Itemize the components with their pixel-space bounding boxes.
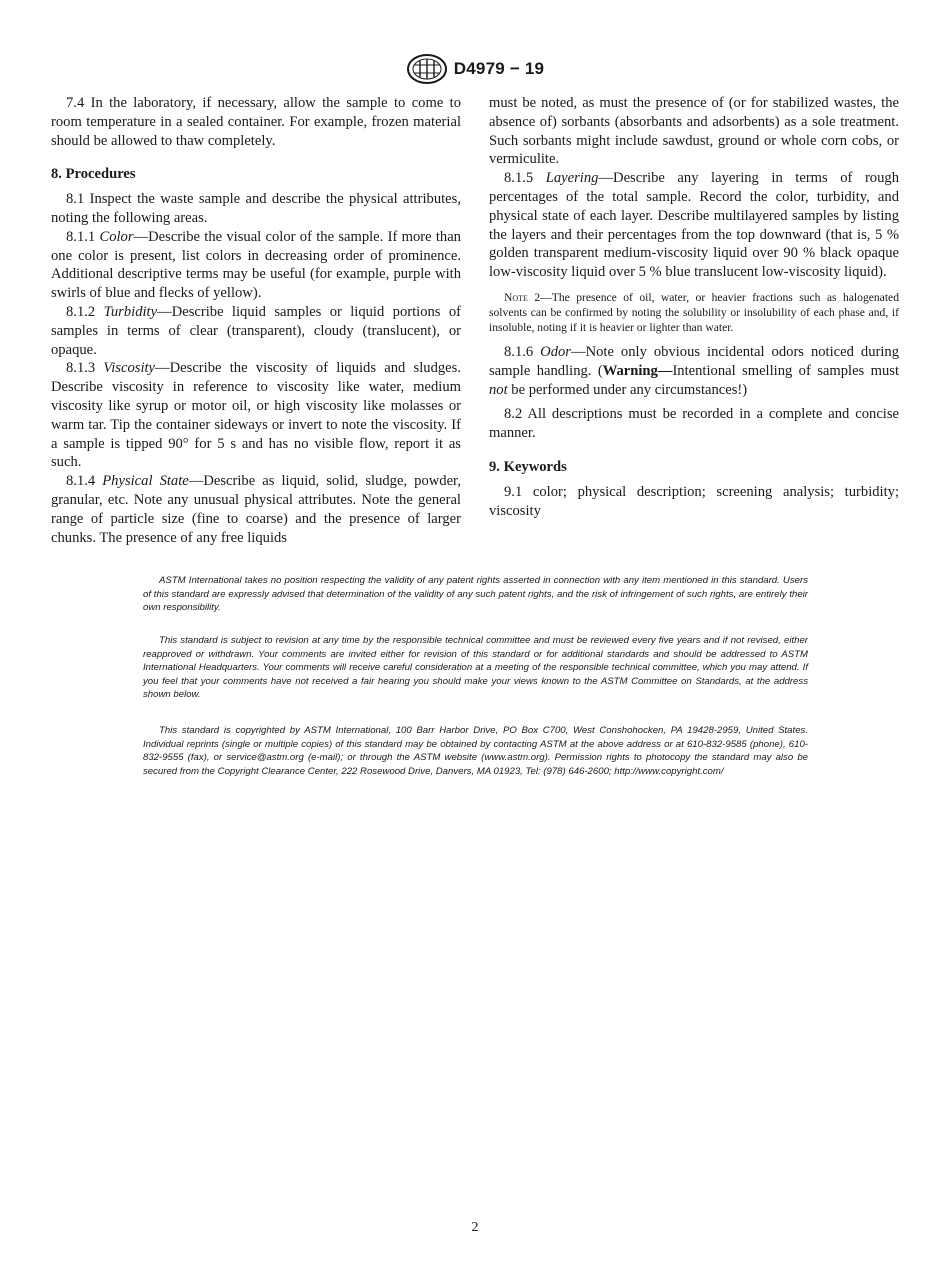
note-2: Note 2—The presence of oil, water, or heavier fractions such as halogenated solvents can be confirmed by noting the solubility or insolubility of each phase and, if insoluble, noting if it is heavier or lighter than water. — [489, 290, 899, 334]
paragraph-7-4: 7.4 In the laboratory, if necessary, allow the sample to come to room temperature in a sealed container. For example, frozen material should be allowed to thaw completely. — [51, 95, 461, 149]
paragraph-8-1-5: 8.1.5 Layering—Describe any layering in terms of rough percentages of the total sample. Record the color, turbidity, and physical state of each layer. Describe multilayered samples by listing the layers and their percentages from the top downward (that is, 5 % golden transparent medium-viscosity liquid over 90 % black opaque low-viscosity liquid over 5 % blue translucent low-viscosity liquid). — [489, 170, 899, 281]
patent-notice: ASTM International takes no position respecting the validity of any patent rights asserted in connection with any item mentioned in this standard. Users of this standard are expressly advised that determination of the validity of any such patent rights, and the risk of infringement of such rights, are entirely their own responsibility. — [143, 575, 808, 614]
paragraph-8-1-6: 8.1.6 Odor—Note only obvious incidental odors noticed during sample handling. (Warning—Intentional smelling of samples must not be performed under any circumstances!) — [489, 343, 900, 398]
copyright-notice: This standard is copyrighted by ASTM International, 100 Barr Harbor Drive, PO Box C700, West Conshohocken, PA 19428-2959, United States. Individual reprints (single or multiple copies) of this standard may be obtained by contacting ASTM at the above address or at 610-832-9585 (phone), 610-832-9555 (fax), or service@astm.org (e-mail); or through the ASTM website (www.astm.org). Permission rights to photocopy the standard may also be secured from the Copyright Clearance Center, 222 Rosewood Drive, Danvers, MA 01923, Tel: (978) 646-2600; http://www.copyright.com/ — [143, 725, 808, 777]
paragraph-9-1: 9.1 color; physical description; screening analysis; turbidity; viscosity — [489, 483, 900, 519]
page-header — [0, 52, 950, 86]
left-column — [51, 94, 461, 547]
paragraph-8-1-2: 8.1.2 Turbidity—Describe liquid samples or liquid portions of samples in terms of clear (transparent), cloudy (translucent), or opaque. — [51, 303, 462, 358]
revision-notice: This standard is subject to revision at any time by the responsible technical committee and must be reviewed every five years and if not revised, either reapproved or withdrawn. Your comments are invited either for revision of this standard or for additional standards and should be addressed to ASTM International Headquarters. Your comments will receive careful consideration at a meeting of the responsible technical committee, which you may attend. If you feel that your comments have not received a fair hearing you should make your views known to the ASTM Committee on Standards, at the address shown below. — [143, 635, 808, 701]
astm-logo-icon — [406, 53, 448, 85]
page-number: 2 — [471, 1220, 479, 1235]
paragraph-8-1-4-continued: must be noted, as must the presence of (or for stabilized wastes, the absence of) sorbants (absorbants and adsorbents) as a sole treatment. Such sorbants might include sawdust, ground or whole corn cobs, or vermiculite. — [489, 95, 899, 168]
right-column — [489, 94, 899, 520]
paragraph-8-1-1: 8.1.1 Color—Describe the visual color of the sample. If more than one color is present, list colors in decreasing order of prominence. Additional descriptive terms may be useful (for example, purple with swirls of blue and flecks of yellow). — [51, 228, 461, 302]
paragraph-8-1: 8.1 Inspect the waste sample and describe the physical attributes, noting the following areas. — [51, 191, 461, 226]
paragraph-8-1-3: 8.1.3 Viscosity—Describe the viscosity of liquids and sludges. Describe viscosity in reference to viscosity like water, medium viscosity like syrup or motor oil, or high viscosity like molasses or warm tar. Tip the container sideways or invert to note the viscosity. If a sample is tipped 90° for 5 s and has no visible flow, report it as such. — [51, 360, 461, 471]
section-heading-keywords: 9. Keywords — [489, 458, 567, 475]
paragraph-8-1-4: 8.1.4 Physical State—Describe as liquid, solid, sludge, powder, granular, etc. Note any unusual physical attributes. Note the general range of particle size (fine to coarse) and the presence of larger chunks. The presence of any free liquids — [51, 473, 461, 546]
standard-designation: D4979 − 19 — [453, 59, 545, 78]
section-heading-procedures: 8. Procedures — [51, 166, 136, 183]
paragraph-8-2: 8.2 All descriptions must be recorded in a complete and concise manner. — [489, 406, 900, 442]
